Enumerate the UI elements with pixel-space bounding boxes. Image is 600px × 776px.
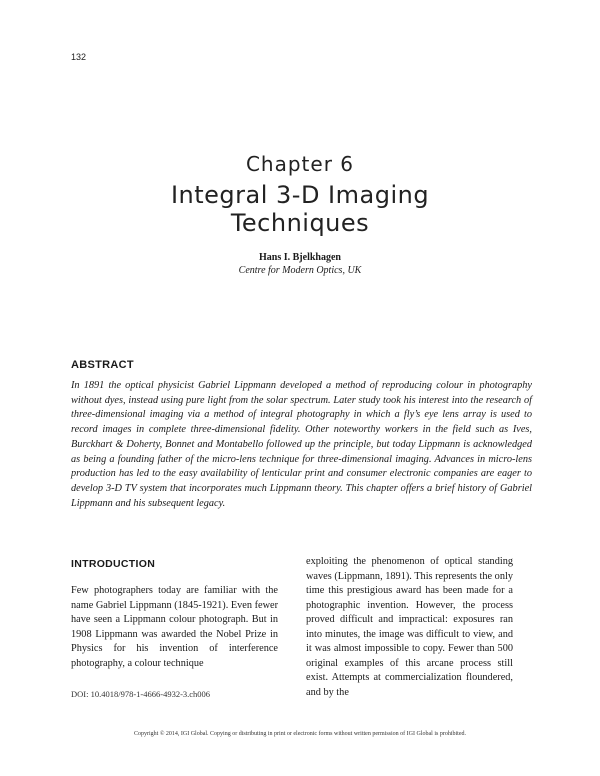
chapter-title: Integral 3-D Imaging Techniques (170, 181, 430, 237)
abstract-body: In 1891 the optical physicist Gabriel Lippmann developed a method of reproducing colour in photography without dyes, instead using pure light from the solar spectrum. Later study took his interest into the research of three-dimensional imaging via a method of integral photography in which a fly’s eye lens array is used to record images in complete three-dimensional fidelity. Other noteworthy workers in the field such as Ives, Burckhart & Doherty, Bonnet and Montabello followed up the principle, but today Lippmann is acknowledged as being a founding father of the micro-lens technique for three-dimensional imaging. Advances in micro-lens production has led to the easy availability of lenticular print and consumer electronic companies are eager to develop 3-D TV system that incorporates much Lippmann theory. This chapter offers a brief history of Gabriel Lippmann and his subsequent legacy. (71, 380, 532, 509)
page-number: 132 (71, 52, 87, 62)
introduction-right-column: exploiting the phenomenon of optical standing waves (Lippmann, 1891). This represents the only time this prestigious award has been made for a photographic invention. However, the process proved difficult and impractical: exposures ran into minutes, the image was difficult to view, and it was almost impossible to copy. Fewer than 500 original examples of this arcane process still exist. Attempts at commercialization floundered, and by the (306, 556, 513, 698)
doi-text: DOI: 10.4018/978-1-4666-4932-3.ch006 (71, 689, 211, 699)
author-affiliation: Centre for Modern Optics, UK (238, 265, 362, 276)
introduction-left-column: Few photographers today are familiar with the name Gabriel Lippmann (1845-1921). Even fewer have seen a Lippmann colour photograph. But in 1908 Lippmann was awarded the Nobel Prize in Physics for his invention of interference photography, a colour technique (71, 585, 279, 669)
introduction-heading: INTRODUCTION (71, 558, 156, 570)
author-name: Hans I. Bjelkhagen (259, 252, 341, 263)
abstract-heading: ABSTRACT (71, 359, 134, 371)
chapter-label: Chapter 6 (245, 152, 355, 176)
copyright-notice: Copyright © 2014, IGI Global. Copying or distributing in print or electronic forms without written permission of IGI Global is prohibited. (133, 731, 466, 737)
